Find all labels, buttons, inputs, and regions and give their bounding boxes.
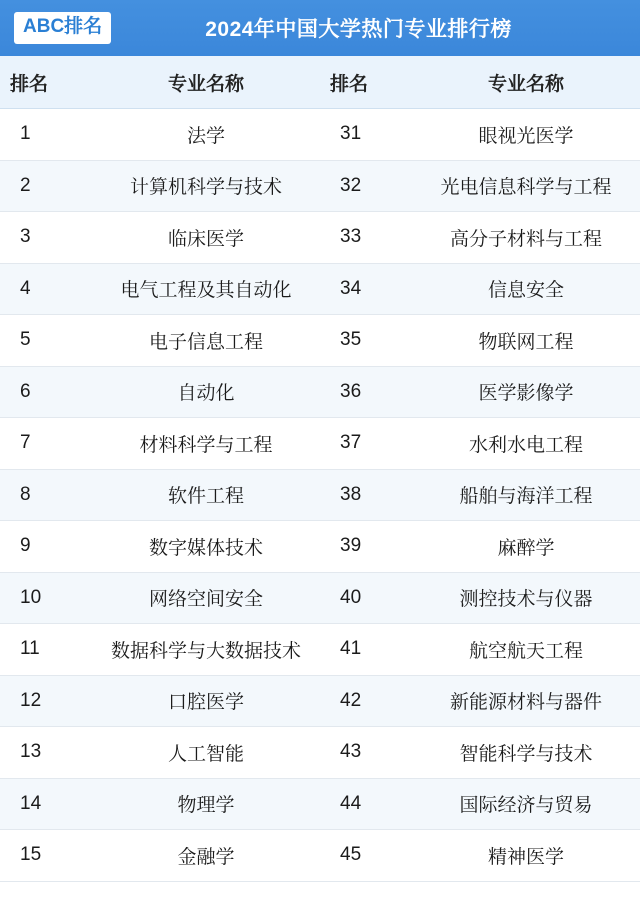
cell-major-left: 软件工程 <box>92 469 320 521</box>
cell-major-right: 测控技术与仪器 <box>412 572 640 624</box>
table-row <box>0 418 640 470</box>
table-header-row <box>0 56 640 109</box>
cell-rank-left: 11 <box>0 624 92 676</box>
column-header-rank-left: 排名 <box>0 56 92 109</box>
cell-major-left: 临床医学 <box>92 212 320 264</box>
table-row <box>0 572 640 624</box>
cell-rank-right: 34 <box>320 263 412 315</box>
table-row <box>0 160 640 212</box>
cell-major-right: 光电信息科学与工程 <box>412 160 640 212</box>
cell-rank-left: 10 <box>0 572 92 624</box>
page-title: 2024年中国大学热门专业排行榜 <box>205 18 512 41</box>
cell-major-left: 金融学 <box>92 830 320 882</box>
table-row <box>0 212 640 264</box>
cell-major-left: 网络空间安全 <box>92 572 320 624</box>
table-row <box>0 109 640 161</box>
cell-rank-right: 31 <box>320 109 412 161</box>
cell-rank-right: 41 <box>320 624 412 676</box>
cell-rank-right: 33 <box>320 212 412 264</box>
cell-rank-right: 40 <box>320 572 412 624</box>
cell-rank-right: 43 <box>320 727 412 779</box>
cell-major-right: 眼视光医学 <box>412 109 640 161</box>
brand-logo: ABC排名 <box>14 12 111 44</box>
ranking-table <box>0 56 640 882</box>
cell-major-left: 计算机科学与技术 <box>92 160 320 212</box>
column-header-major-left: 专业名称 <box>92 56 320 109</box>
cell-rank-right: 36 <box>320 366 412 418</box>
cell-major-left: 电气工程及其自动化 <box>92 263 320 315</box>
cell-rank-right: 45 <box>320 830 412 882</box>
cell-rank-left: 14 <box>0 778 92 830</box>
cell-rank-left: 2 <box>0 160 92 212</box>
table-row <box>0 469 640 521</box>
cell-rank-right: 44 <box>320 778 412 830</box>
table-row <box>0 624 640 676</box>
cell-major-left: 材料科学与工程 <box>92 418 320 470</box>
table-row <box>0 778 640 830</box>
cell-major-left: 数字媒体技术 <box>92 521 320 573</box>
cell-major-right: 精神医学 <box>412 830 640 882</box>
table-row <box>0 830 640 882</box>
column-header-rank-right: 排名 <box>320 56 412 109</box>
table-row <box>0 263 640 315</box>
cell-major-right: 船舶与海洋工程 <box>412 469 640 521</box>
cell-rank-left: 6 <box>0 366 92 418</box>
cell-rank-left: 7 <box>0 418 92 470</box>
table-row <box>0 727 640 779</box>
cell-major-left: 自动化 <box>92 366 320 418</box>
cell-rank-left: 9 <box>0 521 92 573</box>
cell-major-left: 法学 <box>92 109 320 161</box>
cell-major-right: 国际经济与贸易 <box>412 778 640 830</box>
cell-major-right: 高分子材料与工程 <box>412 212 640 264</box>
cell-rank-right: 32 <box>320 160 412 212</box>
cell-rank-left: 1 <box>0 109 92 161</box>
cell-major-right: 医学影像学 <box>412 366 640 418</box>
cell-major-left: 数据科学与大数据技术 <box>92 624 320 676</box>
page-header <box>0 0 640 56</box>
cell-major-right: 物联网工程 <box>412 315 640 367</box>
cell-rank-left: 8 <box>0 469 92 521</box>
cell-major-left: 口腔医学 <box>92 675 320 727</box>
cell-rank-left: 15 <box>0 830 92 882</box>
cell-rank-right: 42 <box>320 675 412 727</box>
table-row <box>0 675 640 727</box>
table-row <box>0 521 640 573</box>
cell-major-right: 智能科学与技术 <box>412 727 640 779</box>
cell-major-right: 信息安全 <box>412 263 640 315</box>
cell-rank-right: 37 <box>320 418 412 470</box>
cell-major-left: 电子信息工程 <box>92 315 320 367</box>
cell-rank-left: 12 <box>0 675 92 727</box>
cell-rank-right: 38 <box>320 469 412 521</box>
table-row <box>0 315 640 367</box>
cell-rank-left: 3 <box>0 212 92 264</box>
cell-major-right: 麻醉学 <box>412 521 640 573</box>
table-row <box>0 366 640 418</box>
cell-major-left: 物理学 <box>92 778 320 830</box>
column-header-major-right: 专业名称 <box>412 56 640 109</box>
cell-rank-left: 5 <box>0 315 92 367</box>
cell-rank-left: 4 <box>0 263 92 315</box>
table-body <box>0 109 640 882</box>
cell-rank-right: 35 <box>320 315 412 367</box>
cell-rank-left: 13 <box>0 727 92 779</box>
cell-major-right: 新能源材料与器件 <box>412 675 640 727</box>
cell-major-right: 航空航天工程 <box>412 624 640 676</box>
cell-rank-right: 39 <box>320 521 412 573</box>
cell-major-right: 水利水电工程 <box>412 418 640 470</box>
cell-major-left: 人工智能 <box>92 727 320 779</box>
